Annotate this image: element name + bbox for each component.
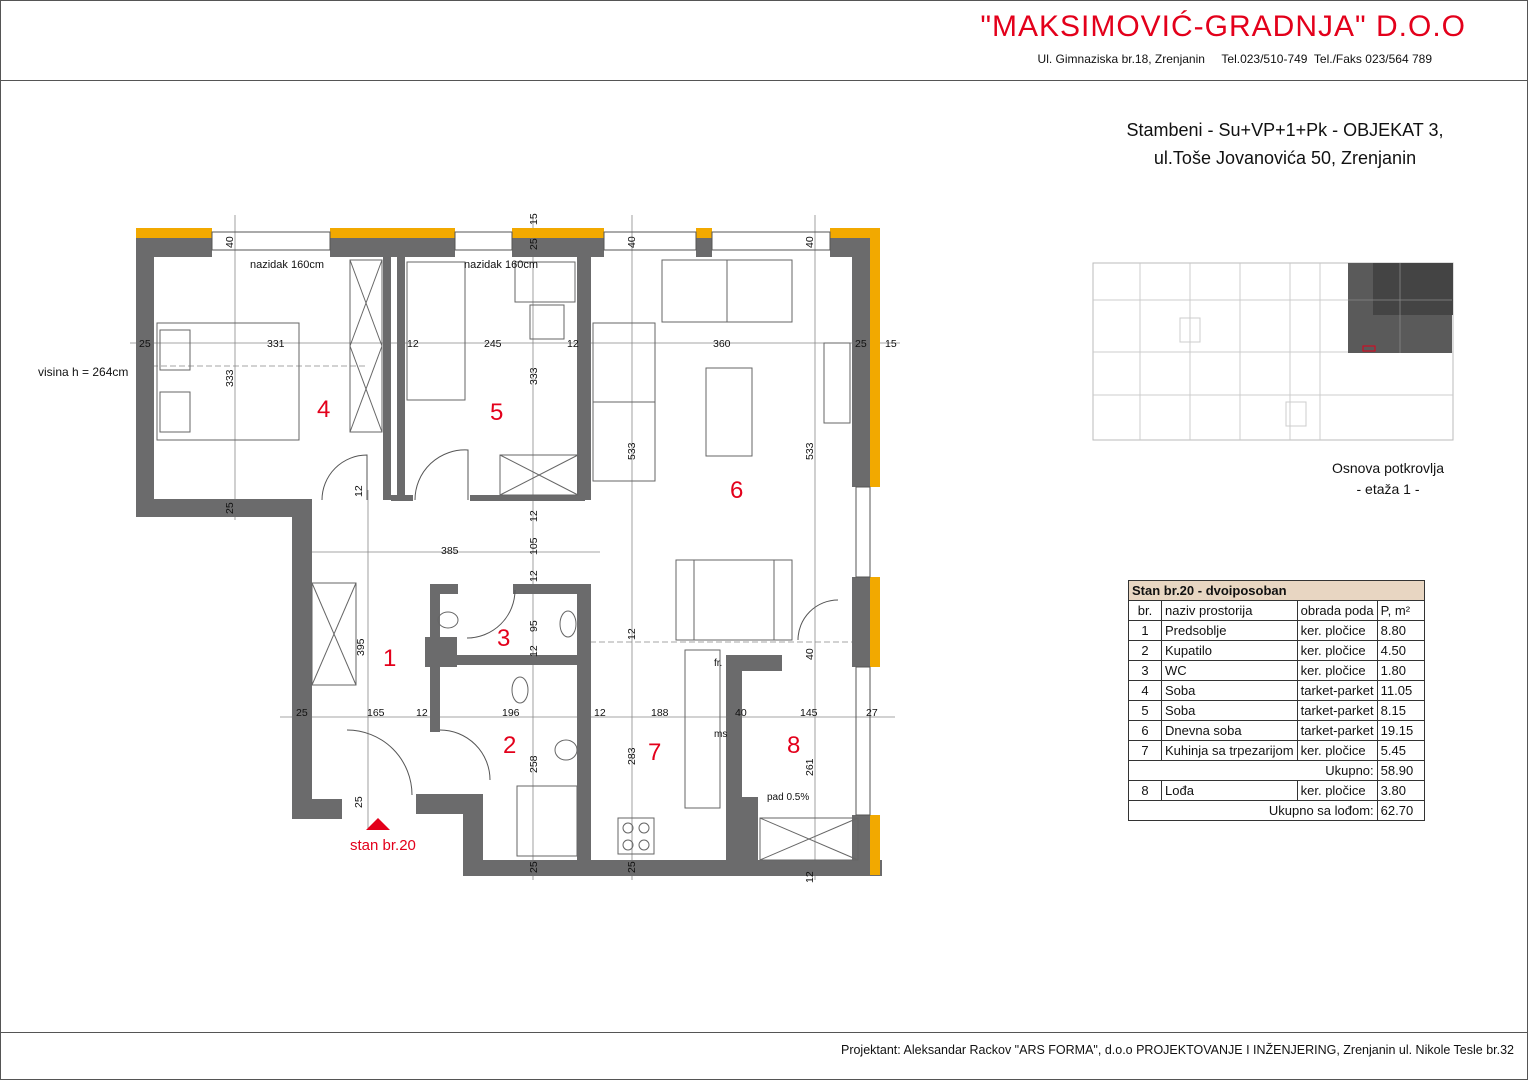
room-number-7: 7: [648, 739, 662, 766]
footer-credits: Projektant: Aleksandar Rackov "ARS FORMA", d.o.o PROJEKTOVANJE I INŽENJERING, Zrenjanin ul. Nikole Tesle br.32: [840, 1043, 1514, 1057]
cell: 5.45: [1377, 741, 1424, 761]
entrance-label: stan br.20: [350, 837, 416, 854]
table-row: [1129, 721, 1425, 741]
dim: 12: [416, 707, 428, 719]
dim: 533: [626, 442, 638, 460]
room-number-4: 4: [317, 396, 331, 423]
height-label: visina h = 264cm: [38, 365, 129, 379]
dim: 360: [713, 338, 731, 350]
project-line-1: Stambeni - Su+VP+1+Pk - OBJEKAT 3,: [1126, 120, 1444, 140]
dim: 165: [367, 707, 385, 719]
cell: 1.80: [1377, 661, 1424, 681]
dim: 188: [651, 707, 669, 719]
dim: 533: [804, 442, 816, 460]
dim: 12: [353, 485, 365, 497]
company-address: Ul. Gimnaziska br.18, Zrenjanin Tel.023/510-749 Tel./Faks 023/564 789: [1037, 52, 1432, 66]
dim: 12: [528, 510, 540, 522]
insulation: [136, 228, 880, 875]
cell: Kuhinja sa trpezarijom: [1162, 741, 1298, 761]
table-row: [1129, 641, 1425, 661]
dim: 27: [866, 707, 878, 719]
room-number-3: 3: [497, 625, 511, 652]
col-header: obrada poda: [1297, 601, 1377, 621]
col-header: naziv prostorija: [1162, 601, 1298, 621]
cell: 11.05: [1377, 681, 1424, 701]
subtotal-row: [1129, 761, 1425, 781]
cell: tarket-parket: [1297, 701, 1377, 721]
cell: Predsoblje: [1162, 621, 1298, 641]
cell: ker. pločice: [1297, 641, 1377, 661]
dim: 333: [528, 367, 540, 385]
dim: 12: [528, 645, 540, 657]
table-title-row: [1129, 581, 1425, 601]
dim: 40: [804, 648, 816, 660]
dim: 25: [528, 238, 540, 250]
dim: 40: [626, 236, 638, 248]
cell: 2: [1129, 641, 1162, 661]
dim: 25: [855, 338, 867, 350]
furniture: [157, 260, 858, 860]
table-row: [1129, 741, 1425, 761]
fridge-label: fr.: [714, 658, 723, 669]
dim: 12: [567, 338, 579, 350]
cell: ker. pločice: [1297, 781, 1377, 801]
total-label: Ukupno sa lođom:: [1129, 801, 1378, 821]
dishwasher-label: ms: [714, 729, 728, 740]
room-number-6: 6: [730, 477, 744, 504]
dim: 261: [804, 758, 816, 776]
cell: Soba: [1162, 681, 1298, 701]
col-header: br.: [1129, 601, 1162, 621]
cell: 6: [1129, 721, 1162, 741]
dim: 395: [355, 638, 367, 656]
cell: 5: [1129, 701, 1162, 721]
dim: 385: [441, 545, 459, 557]
dim: 25: [224, 502, 236, 514]
cell: tarket-parket: [1297, 681, 1377, 701]
dim: 245: [484, 338, 502, 350]
axis-lines: [130, 215, 900, 880]
dim: 15: [885, 338, 897, 350]
company-name: "MAKSIMOVIĆ-GRADNJA" D.O.O: [980, 10, 1466, 43]
dim: 12: [407, 338, 419, 350]
cell: tarket-parket: [1297, 721, 1377, 741]
dim: 40: [804, 236, 816, 248]
table-row: [1129, 681, 1425, 701]
cell: 19.15: [1377, 721, 1424, 741]
keyplan-title-1: Osnova potkrovlja: [1331, 460, 1445, 476]
subtotal-label: Ukupno:: [1129, 761, 1378, 781]
walls: [136, 237, 882, 876]
dim: 105: [528, 537, 540, 555]
dim: 258: [528, 755, 540, 773]
cell: 8.80: [1377, 621, 1424, 641]
entrance-marker: [366, 818, 390, 830]
cell: ker. pločice: [1297, 621, 1377, 641]
room-number-2: 2: [503, 732, 517, 759]
table-row: [1129, 781, 1425, 801]
cell: 8: [1129, 781, 1162, 801]
cell: Lođa: [1162, 781, 1298, 801]
room-number-8: 8: [787, 732, 801, 759]
subtotal-value: 58.90: [1377, 761, 1424, 781]
dim: 25: [626, 861, 638, 873]
dim: 283: [626, 747, 638, 765]
dim: 12: [594, 707, 606, 719]
dim: 25: [528, 861, 540, 873]
dim: 12: [626, 628, 638, 640]
project-line-2: ul.Toše Jovanovića 50, Zrenjanin: [1153, 148, 1417, 168]
cell: ker. pločice: [1297, 741, 1377, 761]
col-header: P, m²: [1377, 601, 1424, 621]
table-title: Stan br.20 - dvoiposoban: [1129, 581, 1425, 601]
dim: 12: [528, 570, 540, 582]
total-row: [1129, 801, 1425, 821]
dim: 331: [267, 338, 285, 350]
dim: 25: [139, 338, 151, 350]
cell: Soba: [1162, 701, 1298, 721]
dim: 40: [735, 707, 747, 719]
cell: WC: [1162, 661, 1298, 681]
dim: 25: [353, 796, 365, 808]
cell: 4.50: [1377, 641, 1424, 661]
keyplan-title-2: - etaža 1 -: [1356, 481, 1420, 497]
cell: 3.80: [1377, 781, 1424, 801]
total-value: 62.70: [1377, 801, 1424, 821]
dim: 95: [528, 620, 540, 632]
cell: 1: [1129, 621, 1162, 641]
slope-label: pad 0.5%: [767, 792, 810, 803]
dim: 145: [800, 707, 818, 719]
table-header-row: [1129, 601, 1425, 621]
cell: ker. pločice: [1297, 661, 1377, 681]
table-row: [1129, 701, 1425, 721]
cell: 8.15: [1377, 701, 1424, 721]
cell: Kupatilo: [1162, 641, 1298, 661]
nazidak-label-2: nazidak 160cm: [464, 259, 538, 271]
dim: 12: [804, 871, 816, 883]
room-number-1: 1: [383, 645, 397, 672]
key-plan: [1093, 263, 1453, 440]
dim: 40: [224, 236, 236, 248]
cell: Dnevna soba: [1162, 721, 1298, 741]
nazidak-label-1: nazidak 160cm: [250, 259, 324, 271]
dim: 196: [502, 707, 520, 719]
table-row: [1129, 621, 1425, 641]
dim: 15: [528, 213, 540, 225]
keyplan-title: [1318, 458, 1458, 500]
cell: 7: [1129, 741, 1162, 761]
dim: 333: [224, 369, 236, 387]
room-schedule-table: [1128, 580, 1425, 821]
table-row: [1129, 661, 1425, 681]
cell: 3: [1129, 661, 1162, 681]
cell: 4: [1129, 681, 1162, 701]
dim: 25: [296, 707, 308, 719]
room-number-5: 5: [490, 399, 504, 426]
